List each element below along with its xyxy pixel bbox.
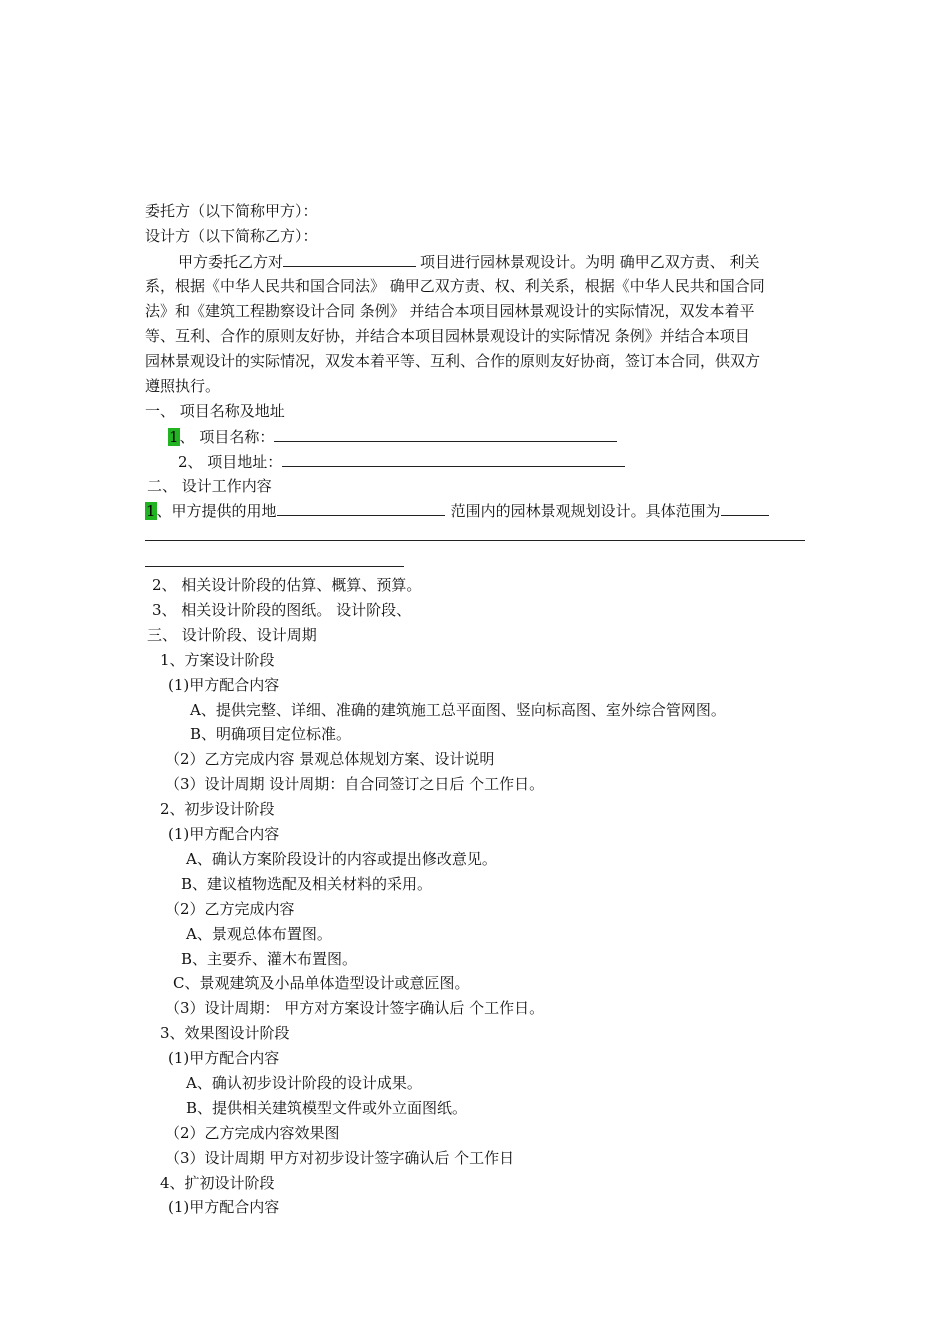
stage-subheading: (1)甲方配合内容	[168, 676, 280, 694]
project-blank[interactable]	[283, 251, 416, 267]
stage-item: A、确认方案阶段设计的内容或提出修改意见。	[186, 850, 497, 868]
stage-item: C、景观建筑及小品单体造型设计或意匠图。	[173, 974, 470, 992]
highlight-number: 1	[146, 502, 156, 520]
section-2-item-2: 2、 相关设计阶段的估算、概算、预算。	[152, 576, 422, 594]
stage-item: B、主要乔、灌木布置图。	[181, 950, 358, 968]
scope-blank[interactable]	[721, 500, 769, 516]
intro-line-2: 系，根据《中华人民共和国合同法》 确甲乙双方责、权、利关系，根据《中华人民共和国合同	[145, 277, 765, 295]
stage-item: A、提供完整、详细、准确的建筑施工总平面图、竖向标高图、室外综合管网图。	[190, 701, 726, 719]
section-2-title: 二、 设计工作内容	[147, 477, 272, 495]
section-3-title: 三、 设计阶段、设计周期	[147, 626, 317, 644]
stage-heading: 4、扩初设计阶段	[160, 1174, 275, 1192]
designer-line: 设计方（以下简称乙方）：	[145, 227, 318, 245]
client-line: 委托方（以下简称甲方）：	[145, 202, 318, 220]
intro-text: 项目进行园林景观设计。为明 确甲乙双方责、 利关	[420, 253, 760, 271]
intro-line-5: 园林景观设计的实际情况，双发本着平等、互利、合作的原则友好协商，签订本合同，供双方	[145, 352, 761, 370]
stage-heading: 2、初步设计阶段	[160, 800, 275, 818]
stage-subheading: （2）乙方完成内容 景观总体规划方案、设计说明	[165, 750, 495, 768]
stage-subheading: (1)甲方配合内容	[168, 825, 280, 843]
section-2-item-3: 3、 相关设计阶段的图纸。 设计阶段、	[152, 601, 412, 619]
stage-item: B、明确项目定位标准。	[190, 725, 352, 743]
land-scope-text: 范围内的园林景观规划设计。具体范围为	[450, 502, 721, 520]
intro-line-1	[178, 251, 760, 272]
stage-item: A、景观总体布置图。	[186, 925, 332, 943]
project-name-blank[interactable]	[274, 426, 617, 442]
land-scope-text: 、甲方提供的用地	[156, 502, 277, 520]
project-address-label: 2、 项目地址：	[178, 453, 283, 471]
project-name-row	[168, 426, 617, 447]
intro-line-4: 等、互利、合作的原则友好协，并结合本项目园林景观设计的实际情况 条例》并结合本项目	[145, 327, 750, 345]
scope-blank-line[interactable]	[145, 566, 404, 567]
project-address-row	[178, 451, 625, 472]
stage-subheading: (1)甲方配合内容	[168, 1049, 280, 1067]
stage-subheading: （2）乙方完成内容效果图	[165, 1124, 340, 1142]
stage-item: B、建议植物选配及相关材料的采用。	[181, 875, 433, 893]
stage-subheading: （2）乙方完成内容	[165, 900, 295, 918]
stage-subheading: （3）设计周期 甲方对初步设计签字确认后 个工作日	[165, 1149, 515, 1167]
stage-item: B、提供相关建筑模型文件或外立面图纸。	[186, 1099, 468, 1117]
project-name-label: 、 项目名称：	[179, 428, 275, 446]
land-scope-row	[145, 500, 769, 521]
intro-line-6: 遵照执行。	[145, 377, 221, 395]
intro-text: 甲方委托乙方对	[178, 253, 284, 271]
project-address-blank[interactable]	[282, 451, 625, 467]
stage-subheading: （3）设计周期： 甲方对方案设计签字确认后 个工作日。	[165, 999, 545, 1017]
highlight-number: 1	[169, 428, 179, 446]
intro-line-3: 法》和《建筑工程勘察设计合同 条例》 并结合本项目园林景观设计的实际情况，双发本着平	[145, 302, 755, 320]
land-blank[interactable]	[277, 500, 445, 516]
stage-subheading: （3）设计周期 设计周期：自合同签订之日后 个工作日。	[165, 775, 545, 793]
stage-heading: 1、方案设计阶段	[160, 651, 275, 669]
scope-blank-line[interactable]	[145, 540, 805, 541]
stage-subheading: (1)甲方配合内容	[168, 1198, 280, 1216]
section-1-title: 一、 项目名称及地址	[145, 402, 285, 420]
stage-item: A、确认初步设计阶段的设计成果。	[186, 1074, 422, 1092]
stage-heading: 3、效果图设计阶段	[160, 1024, 290, 1042]
